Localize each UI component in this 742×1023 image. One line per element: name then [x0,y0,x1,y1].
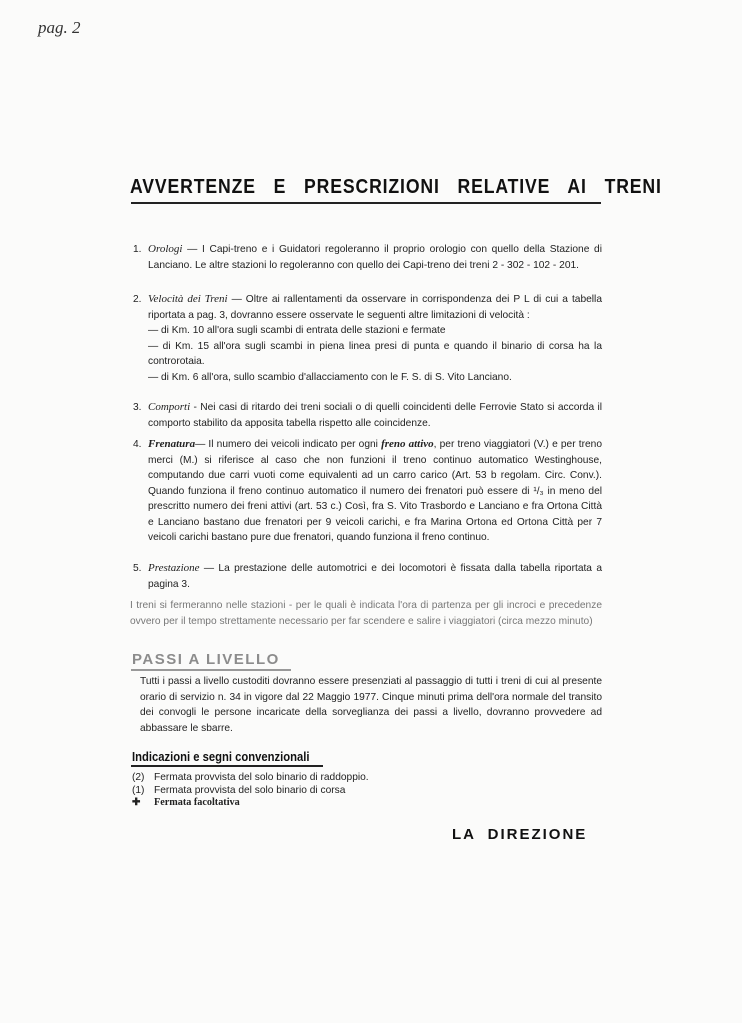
legend-underline [131,765,323,767]
item-number: 4. [133,439,142,450]
item-number: 2. [133,294,142,305]
item-velocita [132,292,602,385]
title-underline [131,202,601,204]
speed-limit-line: — di Km. 10 all'ora sugli scambi di entrata delle stazioni e fermate [148,325,446,336]
level-crossings-underline [131,669,291,671]
item-keyword: Prestazione [148,562,200,574]
item-frenatura [132,437,602,546]
speed-limit-line: — di Km. 6 all'ora, sullo scambio d'allacciamento con le F. S. di S. Vito Lanciano. [148,371,512,383]
legend-list [132,772,369,810]
legend-entry [132,772,369,785]
item-text: — I Capi-treno e i Guidatori regoleranno il proprio orologio con quello della Stazione di Lanciano. Le altre stazioni lo regoleranno con quello dei Capi-treno dei treni 2 - 302 - 102 - 201. [148,244,602,271]
stops-note-text: I treni si fermeranno nelle stazioni - per le quali è indicata l'ora di partenza per gli incroci e precedenze ovvero per il tempo strettamente necessario per far scendere e salire i viaggiatori (circa mezzo minuto) [130,600,602,627]
item-keyword: Comporti [148,401,191,413]
page-title: AVVERTENZE E PRESCRIZIONI RELATIVE AI TRENI [130,175,662,198]
plus-icon: ✚ [132,797,141,808]
level-crossings-paragraph: Tutti i passi a livello custoditi dovranno essere presenziati al passaggio di tutti i treni di cui al presente orario di servizio n. 34 in vigore dal 22 Maggio 1977. Cinque minuti prima dell'ora normale del transito dei convogli le persone incaricate della sorveglianza dei passi a livello, dovranno provvedere ad abbassare le sbarre. [140,676,602,734]
item-number: 3. [133,402,142,413]
item-keyword-2: freno attivo [381,438,434,450]
item-keyword: Frenatura [148,438,196,450]
item-number: 5. [133,563,142,574]
item-text: - Nei casi di ritardo dei treni sociali o di quelli coincidenti delle Ferrovie Stato si accorda il comporto stabilito da apposita tabella rispetto alle coincidenze. [148,402,602,429]
item-text: — La prestazione delle automotrici e dei locomotori è fissata dalla tabella riportata a pagina 3. [148,563,602,590]
item-keyword: Orologi [148,243,183,255]
item-prestazione [132,561,602,592]
legend-text: Fermata provvista del solo binario di corsa [154,784,346,796]
legend-symbol: (2) [132,772,145,783]
item-text: — Oltre ai rallentamenti da osservare in corrispondenza dei P L di cui a tabella riportata a pag. 3, dovranno essere osservate le seguenti altre limitazioni di velocità : [148,294,602,321]
level-crossings-heading: PASSI A LIVELLO [132,651,280,668]
item-text: — Il numero dei veicoli indicato per ogni [195,439,382,450]
speed-limit-line: — di Km. 15 all'ora sugli scambi in piena linea presi di punta e quando il binario di corsa ha la controrotaia. [148,340,602,367]
signature: LA DIREZIONE [452,826,588,843]
level-crossings-text [140,674,602,736]
item-number: 1. [133,244,142,255]
legend-entry [132,785,369,798]
legend-entry [132,797,369,810]
legend-heading: Indicazioni e segni convenzionali [132,750,310,764]
stops-note [130,598,602,629]
item-orologi [132,242,602,273]
item-text-continued: , per treno viaggiatori (V.) e per treno merci (M.) si riferisce al caso che non funzioni il treno continuo automatico Westinghouse, computando due carri vuoti come equivalenti ad un carro carico (Art. 53 b regolam. Circ. Conv.). Quando funziona il freno continuo automatico il numero dei frenatori può essere di ¹/₃ in meno del prescritto numero dei freni attivi (art. 53 c.) Così, fra S. Vito Trasbordo e Lanciano e fra Ortona Città e Lanciano bastano due frenatori per 9 veicoli carichi, e fra Marina Ortona ed Ortona Città per 7 veicoli carichi bastano pure due frenatori, quando funziona il freno continuo. [148,439,602,543]
page-number: pag. 2 [38,18,81,37]
item-comporti [132,400,602,431]
legend-text: Fermata facoltativa [154,797,240,808]
legend-symbol: (1) [132,784,145,796]
item-keyword: Velocità dei Treni [148,293,228,305]
legend-text: Fermata provvista del solo binario di raddoppio. [154,772,369,783]
